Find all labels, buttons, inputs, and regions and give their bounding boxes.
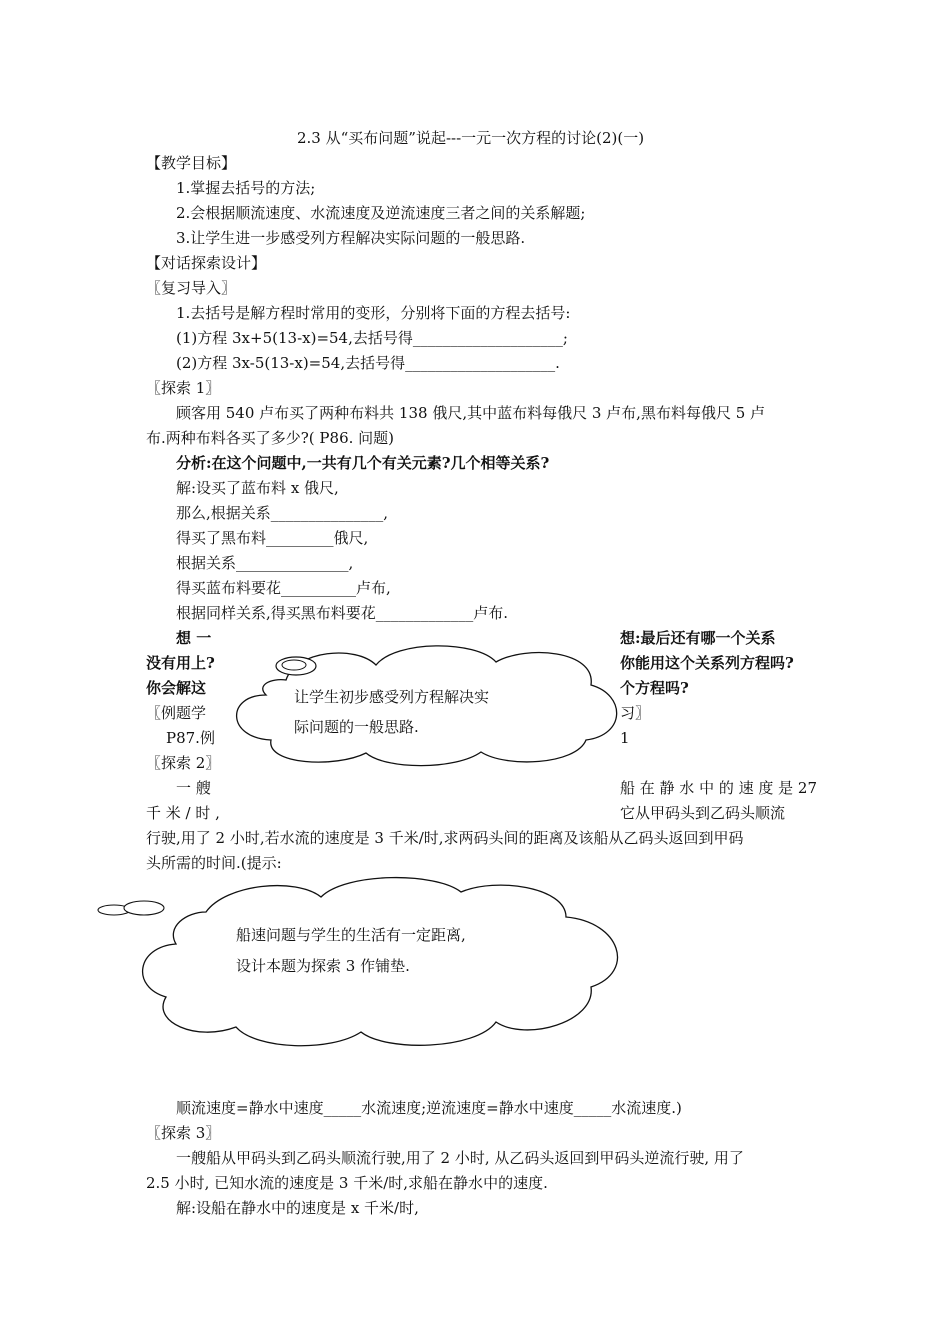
think-left-1: 想 一 <box>176 629 212 647</box>
explore1-problem-1: 顾客用 540 卢布买了两种布料共 138 俄尺,其中蓝布料每俄尺 3 卢布,黑布料每俄尺 5 卢 <box>176 404 766 422</box>
page-title: 2.3 从“买布问题”说起---一元一次方程的讨论(2)(一) <box>297 129 645 147</box>
design-heading: 【对话探索设计】 <box>146 254 267 272</box>
cloud-1-text-2: 际问题的一般思路. <box>294 718 419 736</box>
explore1-solution-6: 根据同样关系,得买黑布料要花_____________卢布. <box>176 604 509 622</box>
review-heading: 〖复习导入〗 <box>146 279 237 297</box>
cloud-2-text-1: 船速问题与学生的生活有一定距离, <box>236 926 466 944</box>
think-left-2: 没有用上? <box>146 654 215 672</box>
cloud-2-text-2: 设计本题为探索 3 作铺垫. <box>236 957 410 975</box>
explore2-heading: 〖探索 2〗 <box>146 754 221 772</box>
explore3-line-2: 2.5 小时, 已知水流的速度是 3 千米/时,求船在静水中的速度. <box>146 1174 548 1192</box>
explore1-problem-2: 布.两种布料各买了多少?( P86. 问题) <box>146 429 394 447</box>
explore3-heading: 〖探索 3〗 <box>146 1124 221 1142</box>
cloud-2-bubble-medium <box>124 901 164 915</box>
example-left-2: P87.例 <box>166 729 215 747</box>
objective-1: 1.掌握去括号的方法; <box>176 179 316 197</box>
example-right-1: 习〗 <box>620 704 651 722</box>
explore1-analysis: 分析:在这个问题中,一共有几个有关元素?几个相等关系? <box>176 454 550 472</box>
speed-hint-line: 顺流速度=静水中速度_____水流速度;逆流速度=静水中速度_____水流速度.) <box>176 1099 682 1117</box>
review-line-1: 1.去括号是解方程时常用的变形，分别将下面的方程去括号: <box>176 304 571 322</box>
explore1-solution-2: 那么,根据关系_______________, <box>176 504 389 522</box>
think-right-1: 想:最后还有哪一个关系 <box>620 629 776 647</box>
example-right-2: 1 <box>620 729 630 747</box>
explore2-right-1: 船 在 静 水 中 的 速 度 是 27 <box>620 779 818 797</box>
objective-3: 3.让学生进一步感受列方程解决实际问题的一般思路. <box>176 229 526 247</box>
explore1-solution-4: 根据关系_______________, <box>176 554 354 572</box>
think-right-2: 你能用这个关系列方程吗? <box>620 654 794 672</box>
explore2-line-2: 头所需的时间.(提示: <box>146 854 282 872</box>
explore2-left-2: 千 米 / 时 , <box>146 804 220 822</box>
review-line-2: (1)方程 3x+5(13-x)=54,去括号得____________________; <box>176 329 568 347</box>
explore1-heading: 〖探索 1〗 <box>146 379 221 397</box>
think-right-3: 个方程吗? <box>620 679 689 697</box>
explore2-line-1: 行驶,用了 2 小时,若水流的速度是 3 千米/时,求两码头间的距离及该船从乙码头返回到甲码 <box>146 829 744 847</box>
explore2-right-2: 它从甲码头到乙码头顺流 <box>620 804 786 822</box>
explore1-solution-5: 得买蓝布料要花__________卢布, <box>176 579 391 597</box>
objective-2: 2.会根据顺流速度、水流速度及逆流速度三者之间的关系解题; <box>176 204 586 222</box>
explore2-left-1: 一 艘 <box>176 779 211 797</box>
objectives-heading: 【教学目标】 <box>146 154 237 172</box>
explore3-solution: 解:设船在静水中的速度是 x 千米/时, <box>176 1199 419 1217</box>
think-left-3: 你会解这 <box>146 679 207 697</box>
explore1-solution-1: 解:设买了蓝布料 x 俄尺, <box>176 479 339 497</box>
review-line-3: (2)方程 3x-5(13-x)=54,去括号得____________________. <box>176 354 560 372</box>
cloud-1-text-1: 让学生初步感受列方程解决实 <box>294 688 490 706</box>
example-left-1: 〖例题学 <box>146 704 207 722</box>
explore1-solution-3: 得买了黑布料_________俄尺, <box>176 529 369 547</box>
explore3-line-1: 一艘船从甲码头到乙码头顺流行驶,用了 2 小时, 从乙码头返回到甲码头逆流行驶, 用了 <box>176 1149 744 1167</box>
